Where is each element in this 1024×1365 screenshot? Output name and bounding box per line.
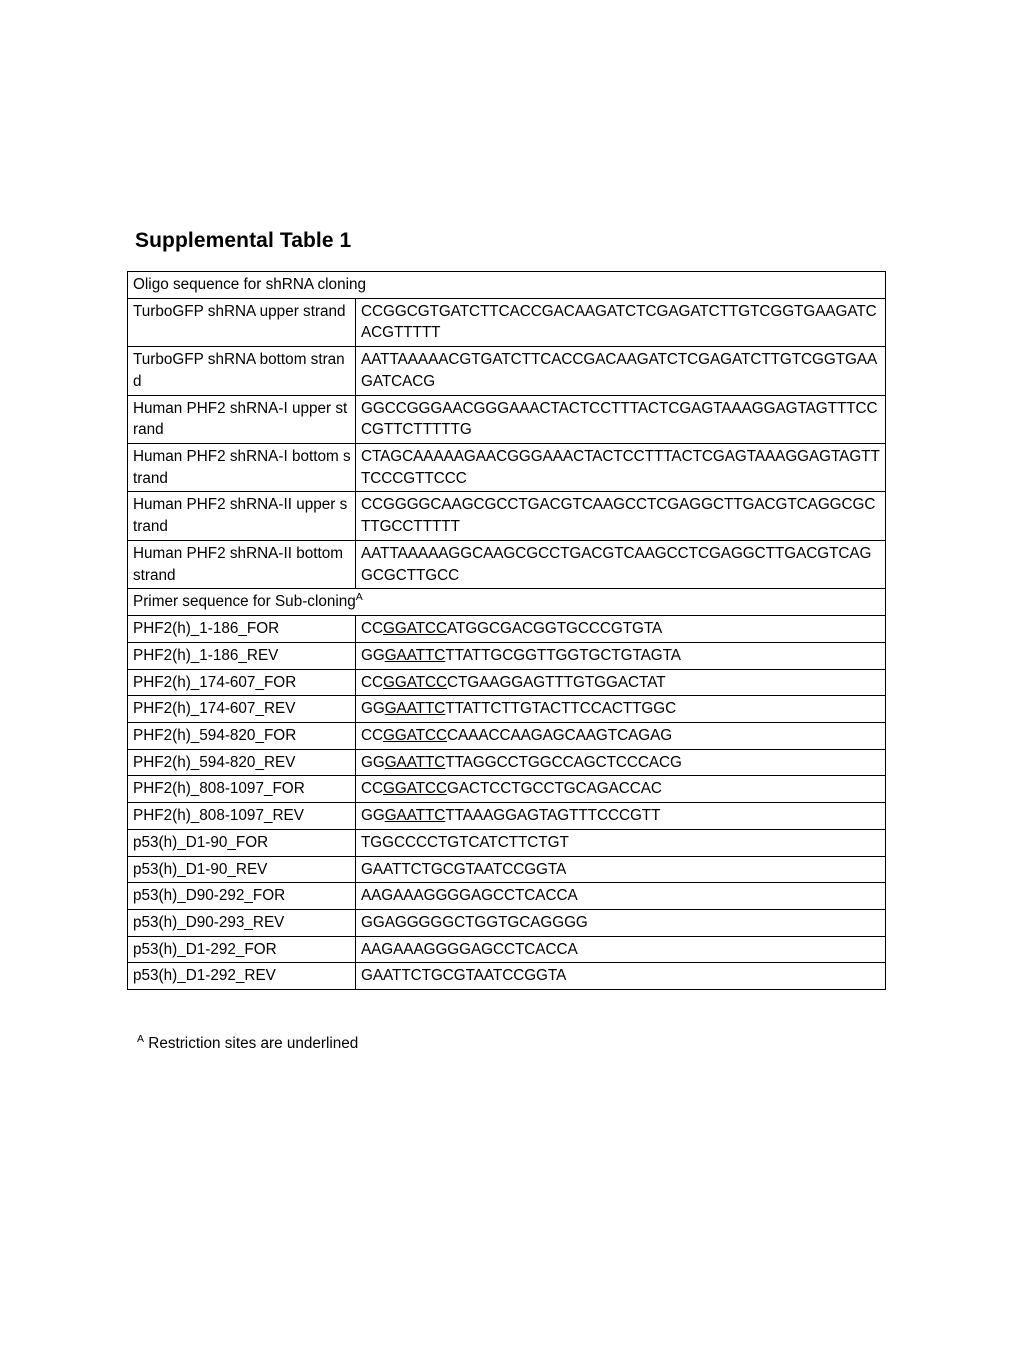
table-row [128,803,886,830]
restriction-site: GGATCC [383,673,448,691]
footnote-marker: A [137,1032,145,1045]
table-row [128,722,886,749]
section-header-primer-label: Primer sequence for Sub-cloning [133,593,356,611]
sequence-suffix: CAAACCAAGAGCAAGTCAGAG [447,726,673,744]
primer-label: PHF2(h)_174-607_FOR [128,669,356,696]
table-row [128,776,886,803]
page-title: Supplemental Table 1 [135,229,352,252]
primer-sequence [356,829,886,856]
sequence-suffix: GACTCCTGCCTGCAGACCAC [447,780,662,798]
primer-label: PHF2(h)_1-186_FOR [128,616,356,643]
restriction-site: GGATCC [383,726,448,744]
sequence-suffix: TTAAAGGAGTAGTTTCCCGTT [445,807,661,825]
supplemental-table-1 [127,271,885,990]
sequence-prefix: CC [361,620,383,638]
table-row [128,395,886,443]
primer-sequence [356,883,886,910]
section-header-primer [128,589,886,616]
sequence-suffix: AAGAAAGGGGAGCCTCACCA [361,940,578,958]
sequence-suffix: GGAGGGGGCTGGTGCAGGGG [361,913,588,931]
primer-sequence [356,749,886,776]
sequence-prefix: GG [361,753,385,771]
restriction-site: GGATCC [383,620,448,638]
shrna-sequence: AATTAAAAACGTGATCTTCACCGACAAGATCTCGAGATCTTGTCGGTGAAGATCACG [356,347,886,395]
primer-sequence [356,722,886,749]
restriction-site: GAATTC [384,700,446,718]
primer-label: PHF2(h)_808-1097_FOR [128,776,356,803]
primer-sequence [356,963,886,990]
table-row [128,829,886,856]
sequence-suffix: ATGGCGACGGTGCCCGTGTA [447,620,663,638]
primer-sequence [356,642,886,669]
sequence-suffix: TTATTGCGGTTGGTGCTGTAGTA [445,646,681,664]
shrna-sequence: GGCCGGGAACGGGAAACTACTCCTTTACTCGAGTAAAGGAGTAGTTTCCCGTTCTTTTTG [356,395,886,443]
table-row [128,936,886,963]
table-row [128,642,886,669]
primer-label: PHF2(h)_174-607_REV [128,696,356,723]
primer-label: PHF2(h)_1-186_REV [128,642,356,669]
primer-label: p53(h)_D90-292_FOR [128,883,356,910]
table-row [128,749,886,776]
restriction-site: GAATTC [384,753,446,771]
sequence-suffix: GAATTCTGCGTAATCCGGTA [361,860,567,878]
shrna-sequence: CTAGCAAAAAGAACGGGAAACTACTCCTTTACTCGAGTAAAGGAGTAGTTTCCCGTTCCC [356,444,886,492]
sequence-prefix: CC [361,673,383,691]
section-header-primer-marker: A [355,591,363,604]
table-row [128,444,886,492]
primer-label: PHF2(h)_594-820_REV [128,749,356,776]
primer-label: p53(h)_D1-292_FOR [128,936,356,963]
table-row [128,669,886,696]
shrna-label: Human PHF2 shRNA-I bottom strand [128,444,356,492]
sequence-prefix: GG [361,807,385,825]
sequence-prefix: GG [361,700,385,718]
sequence-suffix: AAGAAAGGGGAGCCTCACCA [361,887,578,905]
data-table [127,271,886,990]
table-body [128,272,886,990]
table-row [128,589,886,616]
shrna-label: Human PHF2 shRNA-I upper strand [128,395,356,443]
primer-sequence [356,909,886,936]
restriction-site: GGATCC [383,780,448,798]
restriction-site: GAATTC [384,646,446,664]
primer-label: p53(h)_D90-293_REV [128,909,356,936]
primer-sequence [356,776,886,803]
primer-sequence [356,803,886,830]
table-row [128,909,886,936]
restriction-site: GAATTC [384,807,446,825]
table-row [128,883,886,910]
primer-sequence [356,856,886,883]
primer-sequence [356,669,886,696]
shrna-sequence: CCGGGGCAAGCGCCTGACGTCAAGCCTCGAGGCTTGACGTCAGGCGCTTGCCTTTTT [356,492,886,540]
footnote-text: Restriction sites are underlined [148,1035,359,1052]
shrna-label: TurboGFP shRNA bottom strand [128,347,356,395]
sequence-suffix: CTGAAGGAGTTTGTGGACTAT [447,673,666,691]
table-row [128,492,886,540]
table-row [128,272,886,299]
sequence-suffix: TTATTCTTGTACTTCCACTTGGC [445,700,677,718]
primer-label: PHF2(h)_808-1097_REV [128,803,356,830]
footnote [137,1034,358,1054]
sequence-suffix: TTAGGCCTGGCCAGCTCCCACG [445,753,682,771]
shrna-sequence: CCGGCGTGATCTTCACCGACAAGATCTCGAGATCTTGTCGGTGAAGATCACGTTTTT [356,298,886,346]
primer-label: p53(h)_D1-90_REV [128,856,356,883]
section-header-oligo: Oligo sequence for shRNA cloning [128,272,886,299]
table-row [128,347,886,395]
sequence-suffix: TGGCCCCTGTCATCTTCTGT [361,833,569,851]
sequence-prefix: GG [361,646,385,664]
table-row [128,856,886,883]
primer-sequence [356,936,886,963]
primer-label: p53(h)_D1-90_FOR [128,829,356,856]
primer-label: p53(h)_D1-292_REV [128,963,356,990]
table-row [128,540,886,588]
shrna-sequence: AATTAAAAAGGCAAGCGCCTGACGTCAAGCCTCGAGGCTTGACGTCAGGCGCTTGCC [356,540,886,588]
primer-sequence [356,696,886,723]
shrna-label: TurboGFP shRNA upper strand [128,298,356,346]
sequence-prefix: CC [361,726,383,744]
primer-label: PHF2(h)_594-820_FOR [128,722,356,749]
sequence-suffix: GAATTCTGCGTAATCCGGTA [361,967,567,985]
shrna-label: Human PHF2 shRNA-II upper strand [128,492,356,540]
primer-sequence [356,616,886,643]
table-row [128,298,886,346]
table-row [128,616,886,643]
table-row [128,696,886,723]
table-row [128,963,886,990]
sequence-prefix: CC [361,780,383,798]
shrna-label: Human PHF2 shRNA-II bottom strand [128,540,356,588]
